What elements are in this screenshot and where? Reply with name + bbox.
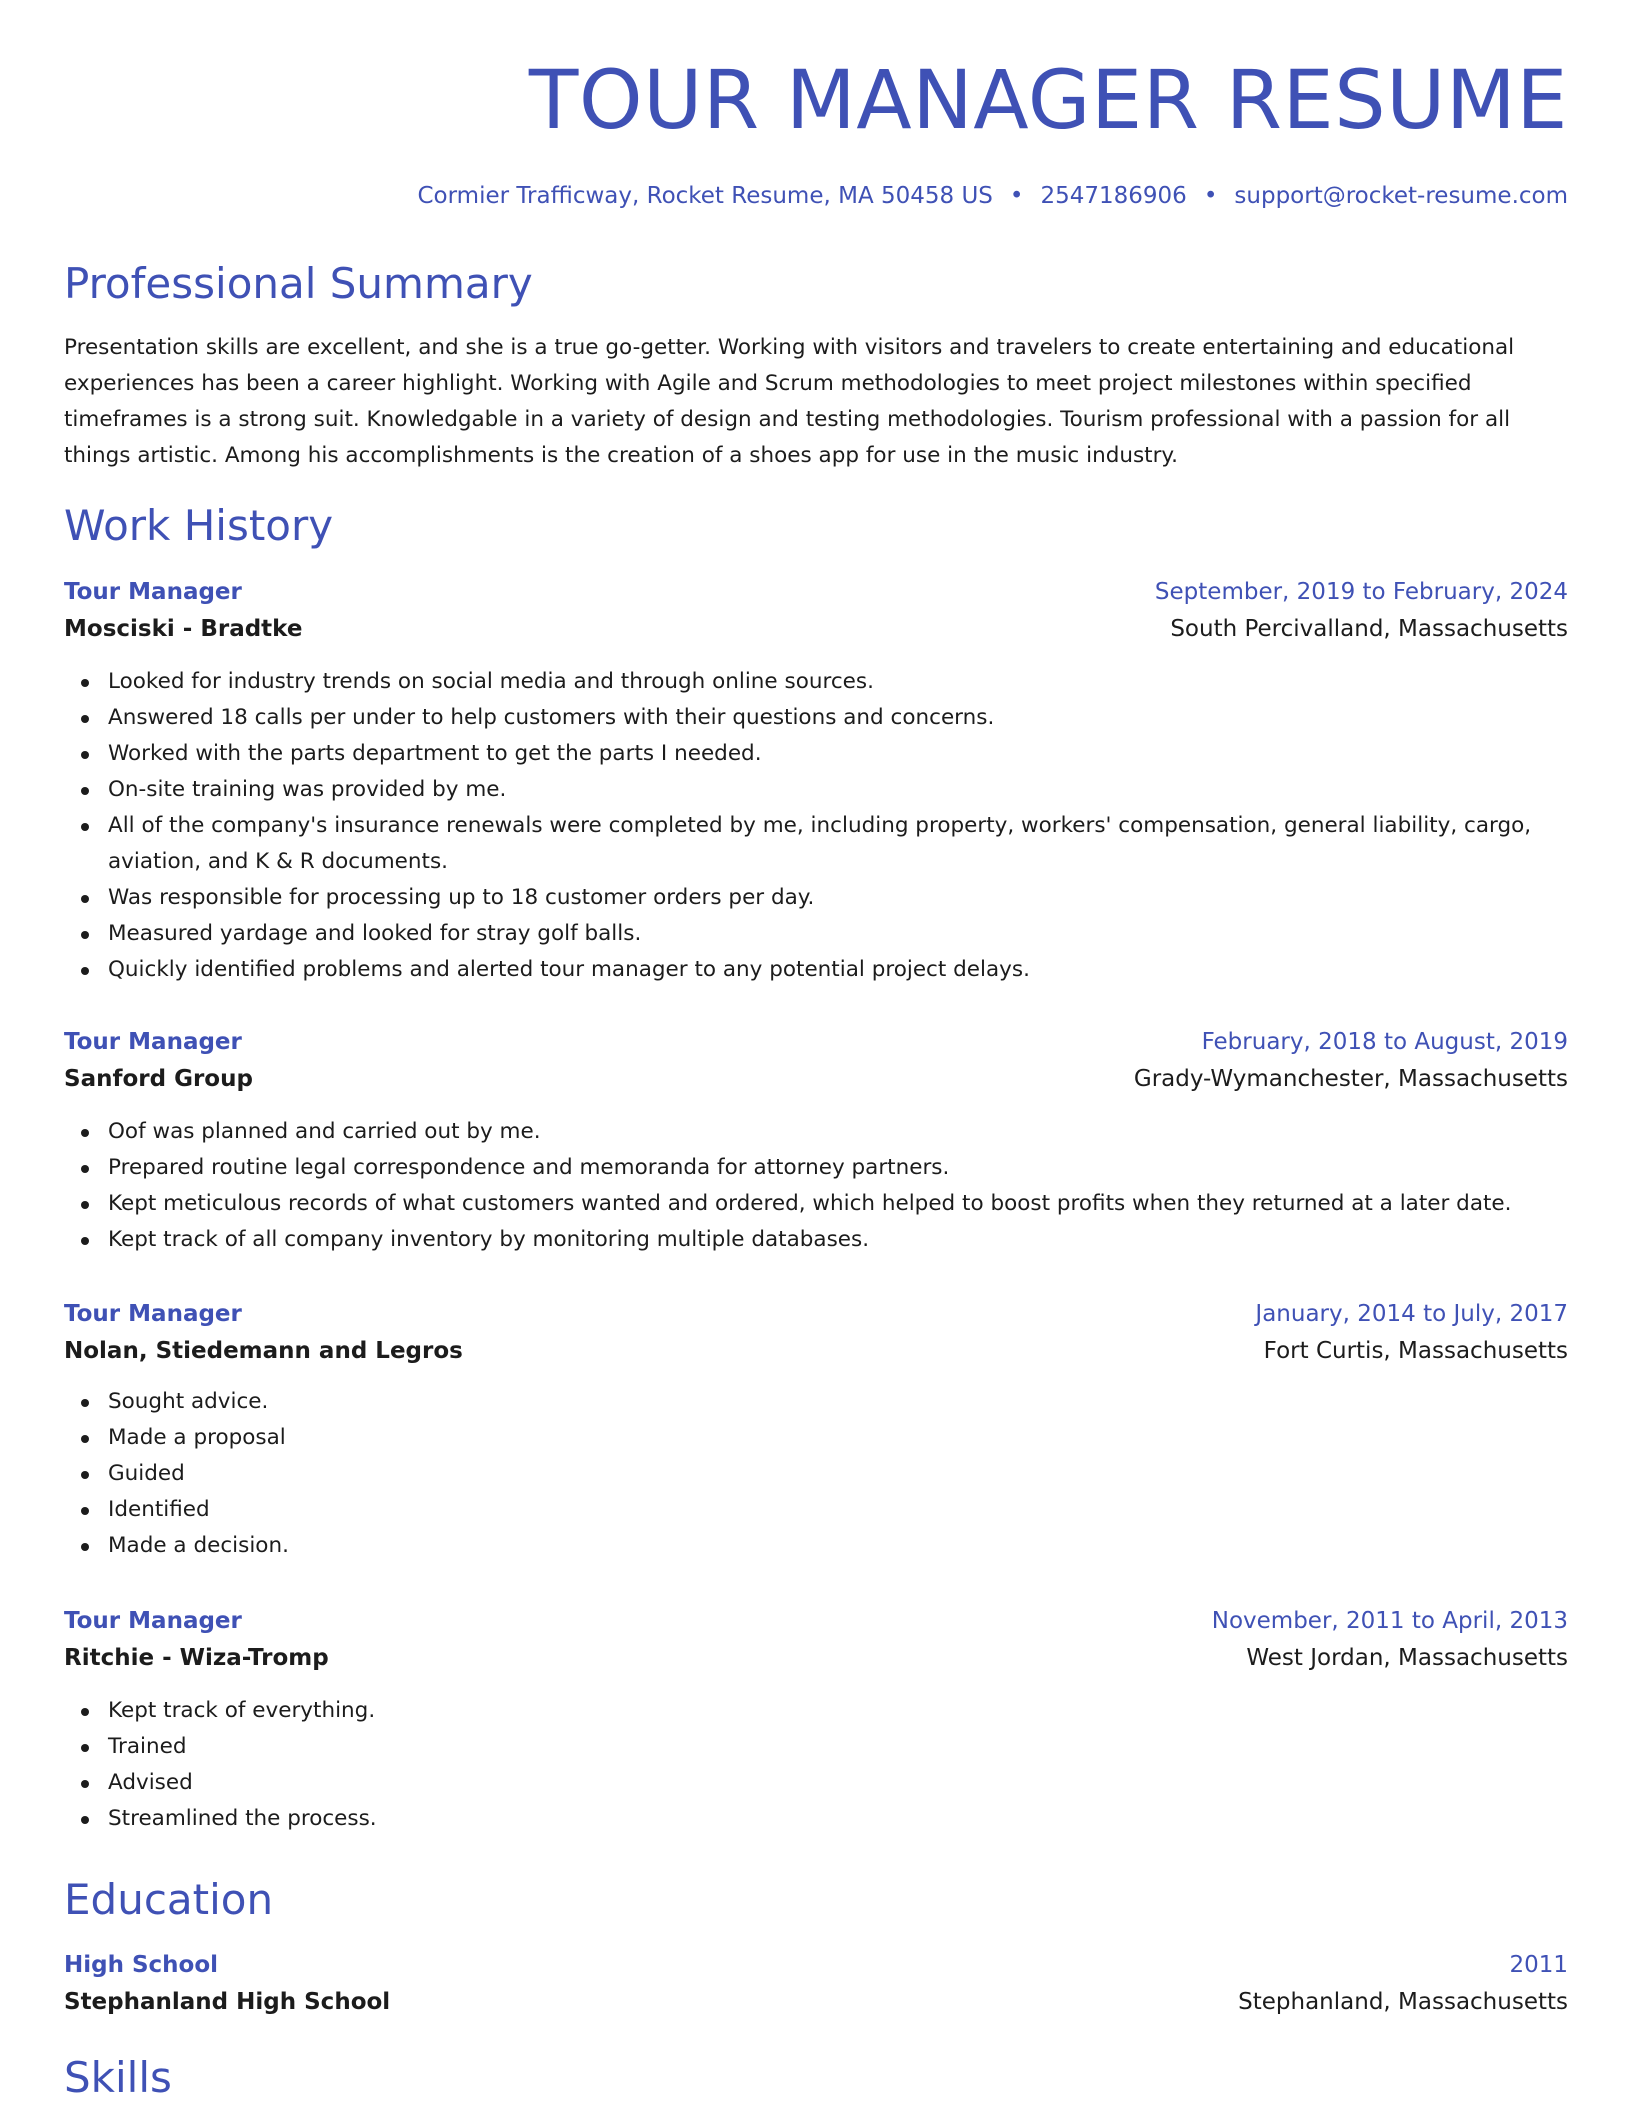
job-location: Grady-Wymanchester, Massachusetts (1133, 1066, 1568, 1092)
contact-address: Cormier Trafficway, Rocket Resume, MA 50458 US (417, 183, 993, 209)
job-entry (64, 574, 1568, 988)
job-dates: November, 2011 to April, 2013 (1211, 1608, 1568, 1634)
job-bullets (64, 1114, 1568, 1258)
list-item: Answered 18 calls per under to help customers with their questions and concerns. (108, 700, 1568, 736)
education-entry (64, 1947, 1568, 2021)
job-location: West Jordan, Massachusetts (1246, 1645, 1568, 1671)
education-school: Stephanland High School (64, 1989, 391, 2015)
job-dates: September, 2019 to February, 2024 (1154, 579, 1568, 605)
contact-line (417, 181, 1568, 211)
job-bullets (64, 664, 1568, 988)
list-item: Kept track of everything. (108, 1693, 1568, 1729)
education-year: 2011 (1509, 1952, 1568, 1978)
list-item: Guided (108, 1456, 1568, 1492)
job-dates: February, 2018 to August, 2019 (1201, 1029, 1568, 1055)
list-item: Quickly identified problems and alerted tour manager to any potential project delays. (108, 952, 1568, 988)
summary-text: Presentation skills are excellent, and she is a true go-getter. Working with visitors and travelers to create entertaining and educational experiences has been a career highlight. Working with Agile and Scrum methodologies to meet project milestones within specified timeframes is a strong suit. Knowledgable in a variety of design and testing methodologies. Tourism professional with a passion for all things artistic. Among his accomplishments is the creation of a shoes app for use in the music industry. (64, 335, 1515, 468)
list-item: Streamlined the process. (108, 1801, 1568, 1837)
education-heading-wrap (64, 1874, 1568, 1926)
list-item: All of the company's insurance renewals were completed by me, including property, workers' compensation, general liability, cargo, aviation, and K & R documents. (108, 808, 1568, 880)
list-item: Kept track of all company inventory by monitoring multiple databases. (108, 1222, 1568, 1258)
skills-heading-wrap (64, 2052, 1568, 2104)
contact-email: support@rocket-resume.com (1234, 183, 1568, 209)
list-item: Looked for industry trends on social media and through online sources. (108, 664, 1568, 700)
summary-body (64, 330, 1568, 474)
list-item: Advised (108, 1765, 1568, 1801)
list-item: Was responsible for processing up to 18 customer orders per day. (108, 880, 1568, 916)
list-item: Trained (108, 1729, 1568, 1765)
list-item: Oof was planned and carried out by me. (108, 1114, 1568, 1150)
job-company: Ritchie - Wiza-Tromp (64, 1645, 329, 1671)
education-location: Stephanland, Massachusetts (1238, 1989, 1568, 2015)
job-bullets (64, 1693, 1568, 1837)
skills-heading: Skills (64, 2053, 172, 2102)
job-location: Fort Curtis, Massachusetts (1263, 1338, 1568, 1364)
job-company: Mosciski - Bradtke (64, 616, 303, 642)
job-company: Sanford Group (64, 1066, 253, 1092)
contact-separator: • (1009, 183, 1024, 209)
list-item: Measured yardage and looked for stray golf balls. (108, 916, 1568, 952)
work-history-heading: Work History (64, 501, 334, 550)
list-item: Made a proposal (108, 1420, 1568, 1456)
job-title: Tour Manager (64, 1608, 242, 1634)
list-item: Kept meticulous records of what customers wanted and ordered, which helped to boost profits when they returned at a later date. (108, 1186, 1568, 1222)
education-heading: Education (64, 1875, 274, 1924)
job-entry (64, 1603, 1568, 1837)
job-company: Nolan, Stiedemann and Legros (64, 1338, 463, 1364)
job-title: Tour Manager (64, 1029, 242, 1055)
resume-header (64, 0, 1568, 150)
resume-title: TOUR MANAGER RESUME (528, 54, 1568, 148)
job-entry (64, 1296, 1568, 1564)
list-item: Prepared routine legal correspondence and memoranda for attorney partners. (108, 1150, 1568, 1186)
list-item: Identified (108, 1492, 1568, 1528)
job-location: South Percivalland, Massachusetts (1170, 616, 1568, 642)
job-bullets (64, 1384, 1568, 1564)
contact-phone: 2547186906 (1040, 183, 1187, 209)
education-degree: High School (64, 1952, 219, 1978)
contact-separator: • (1203, 183, 1218, 209)
job-title: Tour Manager (64, 579, 242, 605)
list-item: Worked with the parts department to get the parts I needed. (108, 736, 1568, 772)
list-item: On-site training was provided by me. (108, 772, 1568, 808)
job-title: Tour Manager (64, 1301, 242, 1327)
summary-section (64, 258, 1568, 310)
job-dates: January, 2014 to July, 2017 (1255, 1301, 1568, 1327)
work-history-heading-wrap (64, 500, 1568, 552)
list-item: Sought advice. (108, 1384, 1568, 1420)
summary-heading: Professional Summary (64, 259, 533, 308)
list-item: Made a decision. (108, 1528, 1568, 1564)
job-entry (64, 1024, 1568, 1258)
